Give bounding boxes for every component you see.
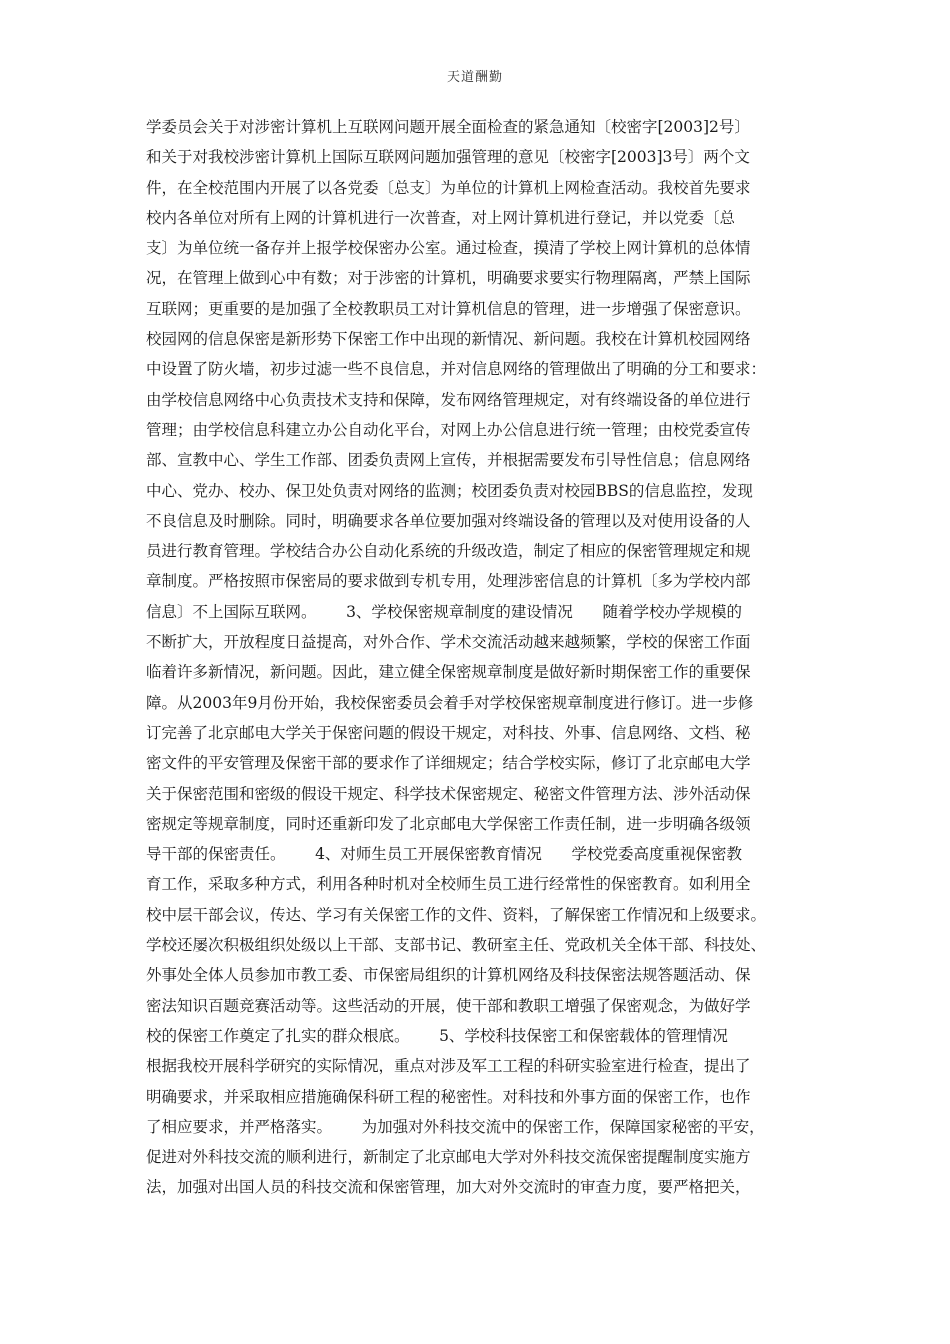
text-line: 密法知识百题竞赛活动等。这些活动的开展，使干部和教职工增强了保密观念，为做好学 — [146, 996, 751, 1015]
text-line: 互联网；更重要的是加强了全校教职员工对计算机信息的管理，进一步增强了保密意识。 — [146, 299, 751, 318]
text-line: 临着许多新情况，新问题。因此，建立健全保密规章制度是做好新时期保密工作的重要保 — [146, 663, 751, 682]
text-line: 章制度。严格按照市保密局的要求做到专机专用，处理涉密信息的计算机〔多为学校内部 — [146, 572, 751, 591]
text-line: 和关于对我校涉密计算机上国际互联网问题加强管理的意见〔校密字[2003]3号〕两个文 — [146, 148, 750, 167]
text-line: 管理；由学校信息科建立办公自动化平台，对网上办公信息进行统一管理；由校党委宣传 — [146, 420, 751, 439]
page-header: 天道酬勤 — [446, 70, 503, 85]
text-line: 学校还屡次积极组织处级以上干部、支部书记、教研室主任、党政机关全体干部、科技处、 — [146, 936, 767, 955]
text-line: 中心、党办、校办、保卫处负责对网络的监测；校团委负责对校园BBS的信息监控，发现 — [146, 481, 753, 500]
text-line: 密规定等规章制度，同时还重新印发了北京邮电大学保密工作责任制，进一步明确各级领 — [146, 814, 751, 833]
text-line: 密文件的平安管理及保密干部的要求作了详细规定；结合学校实际，修订了北京邮电大学 — [146, 754, 751, 773]
text-line: 中设置了防火墙，初步过滤一些不良信息，并对信息网络的管理做出了明确的分工和要求： — [146, 360, 767, 379]
text-line: 外事处全体人员参加市教工委、市保密局组织的计算机网络及科技保密法规答题活动、保 — [146, 966, 751, 985]
text-line: 不良信息及时删除。同时，明确要求各单位要加强对终端设备的管理以及对使用设备的人 — [146, 511, 751, 530]
text-line: 校内各单位对所有上网的计算机进行一次普查，对上网计算机进行登记，并以党委〔总 — [146, 208, 736, 227]
text-line: 件，在全校范围内开展了以各党委〔总支〕为单位的计算机上网检查活动。我校首先要求 — [146, 178, 751, 197]
text-line: 订完善了北京邮电大学关于保密问题的假设干规定，对科技、外事、信息网络、文档、秘 — [146, 723, 751, 742]
text-line: 法，加强对出国人员的科技交流和保密管理，加大对外交流时的审查力度，要严格把关， — [146, 1178, 751, 1197]
text-line: 障。从2003年9月份开始，我校保密委员会着手对学校保密规章制度进行修订。进一步修 — [146, 693, 754, 712]
text-line: 不断扩大，开放程度日益提高，对外合作、学术交流活动越来越频繁，学校的保密工作面 — [146, 633, 751, 652]
text-line: 员进行教育管理。学校结合办公自动化系统的升级改造，制定了相应的保密管理规定和规 — [146, 542, 751, 561]
text-line: 根据我校开展科学研究的实际情况，重点对涉及军工工程的科研实验室进行检查，提出了 — [146, 1057, 751, 1076]
text-line: 育工作，采取多种方式，利用各种时机对全校师生员工进行经常性的保密教育。如利用全 — [146, 875, 751, 894]
body-text — [146, 112, 814, 1203]
text-line: 导干部的保密责任。 4、对师生员工开展保密教育情况 学校党委高度重视保密教 — [146, 845, 742, 864]
text-line: 校园网的信息保密是新形势下保密工作中出现的新情况、新问题。我校在计算机校园网络 — [146, 330, 751, 349]
text-line: 信息〕不上国际互联网。 3、学校保密规章制度的建设情况 随着学校办学规模的 — [146, 602, 742, 621]
text-line: 关于保密范围和密级的假设干规定、科学技术保密规定、秘密文件管理方法、涉外活动保 — [146, 784, 751, 803]
text-line: 学委员会关于对涉密计算机上互联网问题开展全面检查的紧急通知〔校密字[2003]2号〕 — [146, 118, 750, 136]
text-line: 促进对外科技交流的顺利进行，新制定了北京邮电大学对外科技交流保密提醒制度实施方 — [146, 1148, 751, 1167]
text-line: 明确要求，并采取相应措施确保科研工程的秘密性。对科技和外事方面的保密工作，也作 — [146, 1087, 751, 1106]
text-line: 支〕为单位统一备存并上报学校保密办公室。通过检查，摸清了学校上网计算机的总体情 — [146, 239, 751, 258]
text-line: 况，在管理上做到心中有数；对于涉密的计算机，明确要求要实行物理隔离，严禁上国际 — [146, 269, 751, 288]
text-line: 校的保密工作奠定了扎实的群众根底。 5、学校科技保密工和保密载体的管理情况 — [146, 1026, 728, 1045]
text-line: 部、宣教中心、学生工作部、团委负责网上宣传，并根据需要发布引导性信息；信息网络 — [146, 451, 751, 470]
text-line: 由学校信息网络中心负责技术支持和保障，发布网络管理规定，对有终端设备的单位进行 — [146, 390, 751, 409]
text-line: 校中层干部会议，传达、学习有关保密工作的文件、资料，了解保密工作情况和上级要求。 — [146, 905, 767, 924]
text-line: 了相应要求，并严格落实。 为加强对外科技交流中的保密工作，保障国家秘密的平安， — [146, 1117, 765, 1136]
